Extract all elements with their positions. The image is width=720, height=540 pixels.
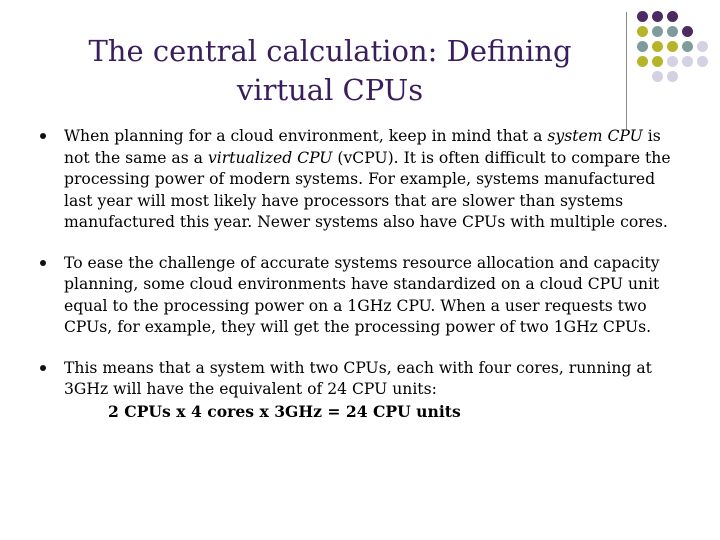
slide-title-line-1: The central calculation: Defining bbox=[88, 34, 572, 68]
decorative-dot-lavender bbox=[667, 71, 678, 82]
decorative-dot-lavender bbox=[667, 56, 678, 67]
bullet-list bbox=[40, 126, 680, 422]
bullet-dot-icon bbox=[40, 365, 46, 371]
bullet-text: This means that a system with two CPUs, each with four cores, running at 3GHz will have the equivalent of 24 CPU units: bbox=[64, 358, 652, 398]
bullet-item-cpu-units-example bbox=[40, 358, 680, 423]
decorative-dot-teal bbox=[667, 26, 678, 37]
decorative-dot-purple bbox=[652, 11, 663, 22]
decorative-dot-olive bbox=[652, 56, 663, 67]
decorative-dot-olive bbox=[637, 26, 648, 37]
slide-title bbox=[30, 32, 630, 110]
decorative-dot-olive bbox=[652, 41, 663, 52]
decorative-dot-purple bbox=[637, 11, 648, 22]
decorative-dot-lavender bbox=[697, 56, 708, 67]
bullet-text: (vCPU). It is often difficult to compare the processing power of modern systems. For example, systems manufactured last year will most likely have processors that are slower than systems manufactured this year. Newer systems also have CPUs with multiple cores. bbox=[64, 148, 671, 231]
cpu-units-formula: 2 CPUs x 4 cores x 3GHz = 24 CPU units bbox=[108, 401, 461, 421]
decorative-dot-teal bbox=[652, 26, 663, 37]
bullet-text: When planning for a cloud environment, keep in mind that a bbox=[64, 127, 548, 145]
bullet-dot-icon bbox=[40, 133, 46, 139]
decorative-dot-purple bbox=[667, 11, 678, 22]
bullet-item-system-cpu bbox=[40, 126, 680, 234]
decorative-dot-lavender bbox=[682, 56, 693, 67]
bullet-emphasis-virtualized-cpu: virtualized CPU bbox=[207, 148, 333, 167]
decorative-dot-lavender bbox=[697, 41, 708, 52]
bullet-text: is not the same as a bbox=[64, 127, 661, 167]
decorative-dot-lavender bbox=[652, 71, 663, 82]
decorative-dot-teal bbox=[682, 41, 693, 52]
bullet-emphasis-system-cpu: system CPU bbox=[547, 127, 643, 145]
decorative-dot-teal bbox=[637, 41, 648, 52]
decorative-dot-purple bbox=[682, 26, 693, 37]
decorative-dot-olive bbox=[637, 56, 648, 67]
bullet-dot-icon bbox=[40, 260, 46, 266]
bullet-text: To ease the challenge of accurate systems resource allocation and capacity planning, some cloud environments have standardized on a cloud CPU unit equal to the processing power on a 1GHz CPU. When a user requests two CPUs, for example, they will get the processing power of two 1GHz CPUs. bbox=[64, 253, 660, 336]
slide-title-line-2: virtual CPUs bbox=[236, 73, 424, 107]
decorative-dot-olive bbox=[667, 41, 678, 52]
bullet-item-cloud-cpu-unit bbox=[40, 253, 680, 339]
